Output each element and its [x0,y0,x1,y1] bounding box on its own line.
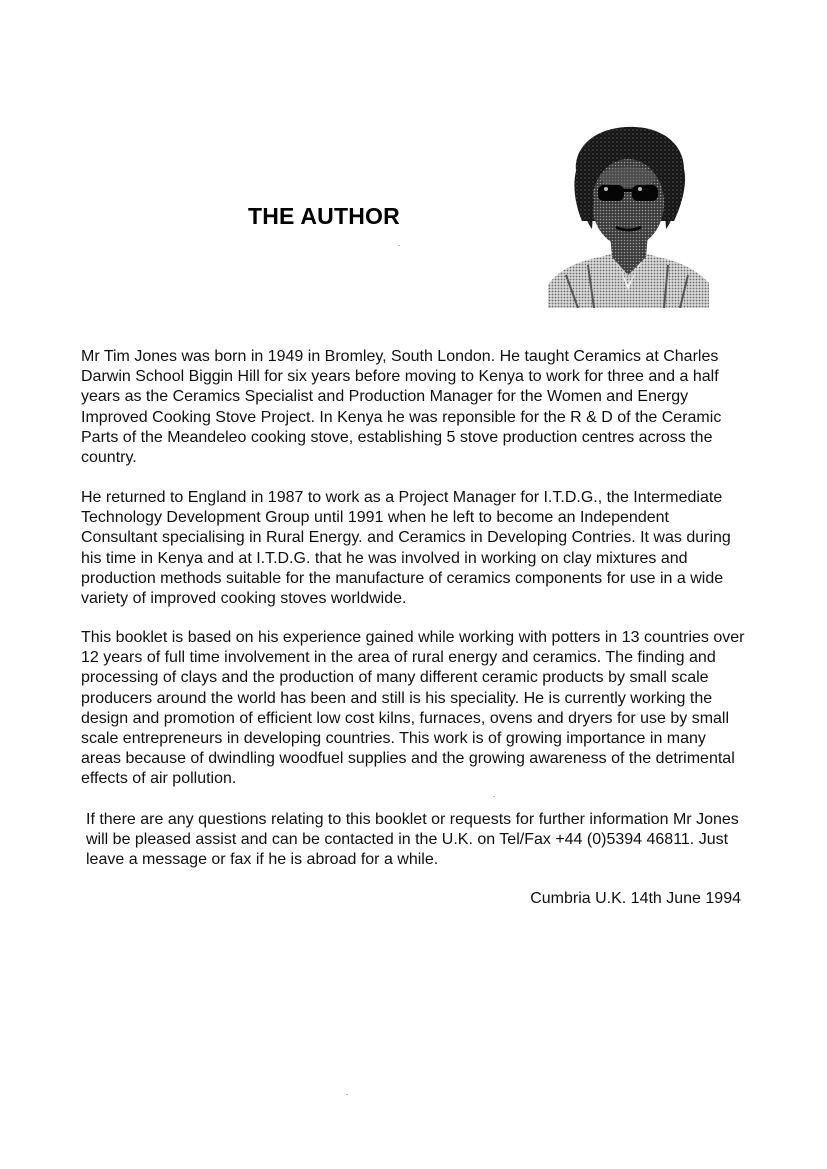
biography-paragraph-3: This booklet is based on his experience gained while working with potters in 13 countries over 12 years of full time involvement in the area of rural energy and ceramics. The finding and processing of clays and the production of many different ceramic products by small scale producers around the world has been and still is his speciality. He is currently working the design and promotion of efficient low cost kilns, furnaces, ovens and dryers for use by small scale entrepreneurs in developing countries. This work is of growing importance in many areas because of dwindling woodfuel supplies and the growing awareness of the detrimental effects of air pollution. [81,629,745,788]
scan-speck [346,1094,348,1095]
contact-paragraph: If there are any questions relating to this booklet or requests for further information Mr Jones will be pleased assist and can be contacted in the U.K. on Tel/Fax +44 (0)5394 46811. Just leave a message or fax if he is abroad for a while. [86,811,739,869]
author-portrait-icon [548,125,709,308]
place-date-signoff: Cumbria U.K. 14th June 1994 [530,890,741,907]
biography-paragraph-2: He returned to England in 1987 to work as a Project Manager for I.T.D.G., the Intermediate Technology Development Group until 1991 when he left to become an Independent Consultant specialising in Rural Energy. and Ceramics in Developing Contries. It was during his time in Kenya and at I.T.D.G. that he was involved in working on clay mixtures and production methods suitable for the manufacture of ceramics components for use in a wide variety of improved cooking stoves worldwide. [81,489,731,608]
biography-paragraph-1: Mr Tim Jones was born in 1949 in Bromley, South London. He taught Ceramics at Charles Darwin School Biggin Hill for six years before moving to Kenya to work for three and a half years as the Ceramics Specialist and Production Manager for the Women and Energy Improved Cooking Stove Project. In Kenya he was reponsible for the R & D of the Ceramic Parts of the Meandeleo cooking stove, establishing 5 stove production centres across the country. [81,348,722,467]
scan-speck [493,796,495,797]
page-title: THE AUTHOR [248,203,400,229]
scan-speck [398,245,400,246]
